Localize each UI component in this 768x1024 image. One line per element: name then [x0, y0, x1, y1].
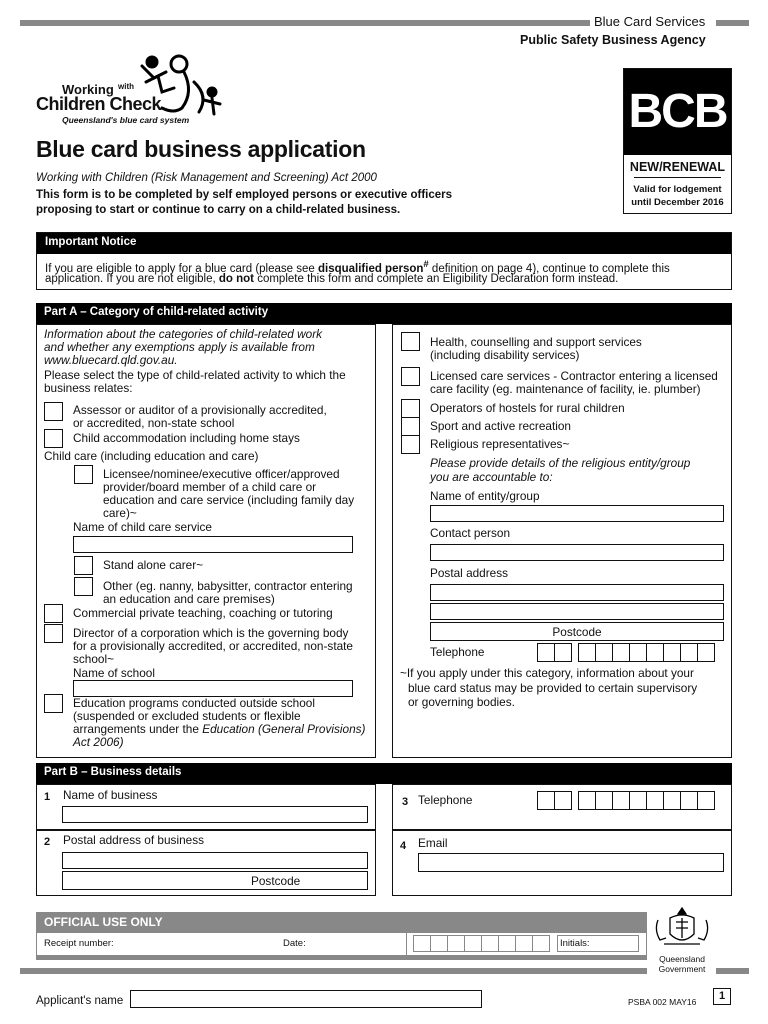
notice-sup: #: [423, 259, 429, 270]
supervisory-note3: or governing bodies.: [408, 695, 515, 709]
religious-postal-label: Postal address: [430, 566, 509, 580]
q3-number: 3: [402, 796, 409, 808]
licensee-label4: care)~: [103, 506, 137, 520]
accommodation-label: Child accommodation including home stays: [73, 431, 300, 445]
childcare-label: Child care (including education and care): [44, 449, 259, 463]
school-name-field[interactable]: [73, 680, 353, 697]
notice-heading: Important Notice: [37, 233, 731, 254]
religious-postcode-field[interactable]: [430, 622, 724, 641]
q2-number: 2: [44, 836, 51, 848]
education-label2: (suspended or excluded students or flexible: [73, 709, 301, 723]
valid-line2: until December 2016: [631, 197, 724, 208]
bottom-bar-right: [716, 968, 749, 974]
official-date-boxes[interactable]: [414, 935, 550, 952]
form-code-box: [623, 68, 732, 214]
date-label: Date:: [283, 938, 306, 949]
contact-label: Contact person: [430, 526, 511, 540]
education-label3b: Education (General Provisions): [202, 722, 366, 736]
qld-gov-logo: [650, 904, 714, 974]
wwcc-logo: [34, 52, 234, 128]
logo-working: Working: [62, 82, 114, 97]
commercial-checkbox[interactable]: [44, 604, 63, 623]
childcare-service-field[interactable]: [73, 536, 353, 553]
religious-telephone-label: Telephone: [430, 645, 485, 659]
intro-line1: This form is to be completed by self employed persons or executive officers: [36, 189, 453, 201]
top-bar-left: [20, 20, 590, 26]
director-label2: for a provisionally accredited, or accredited, non-state: [73, 639, 353, 653]
notice-line2: [45, 273, 618, 285]
partA-select1: Please select the type of child-related activity to which the: [44, 368, 346, 382]
health-label2: (including disability services): [430, 348, 580, 362]
business-postcode-label: Postcode: [251, 874, 301, 888]
notice-p1a: If you are eligible to apply for a blue card (please see: [45, 262, 318, 275]
email-label: Email: [418, 836, 448, 850]
education-label3a: arrangements under the: [73, 722, 203, 736]
applicant-name-field[interactable]: [130, 990, 482, 1008]
bottom-bar-left: [20, 968, 647, 974]
school-name-label: Name of school: [73, 666, 155, 680]
licensed-label1: Licensed care services - Contractor entering a licensed: [430, 369, 718, 383]
official-heading: OFFICIAL USE ONLY: [44, 915, 163, 929]
hostels-label: Operators of hostels for rural children: [430, 401, 625, 415]
agency-name: Public Safety Business Agency: [520, 33, 706, 47]
religious-label: Religious representatives~: [430, 437, 570, 451]
religious-checkbox[interactable]: [401, 435, 420, 454]
date-field-divider: [406, 932, 407, 956]
sport-checkbox[interactable]: [401, 417, 420, 436]
health-checkbox[interactable]: [401, 332, 420, 351]
partA-select2: business relates:: [44, 381, 133, 395]
other-label2: an education and care premises): [103, 592, 275, 606]
business-name-label: Name of business: [63, 788, 158, 802]
religious-postal-field2[interactable]: [430, 603, 724, 620]
religious-phone-area[interactable]: [538, 643, 572, 662]
director-label1: Director of a corporation which is the governing body: [73, 626, 349, 640]
logo-tagline: Queensland's blue card system: [62, 115, 190, 125]
notice-p2-bold: do not: [218, 273, 255, 285]
provide-details2: you are accountable to:: [430, 470, 553, 484]
entity-field[interactable]: [430, 505, 724, 522]
business-postal-field[interactable]: [62, 852, 368, 869]
education-label1: Education programs conducted outside school: [73, 696, 315, 710]
other-label1: Other (eg. nanny, babysitter, contractor entering: [103, 579, 353, 593]
form-type: NEW/RENEWAL: [629, 160, 726, 174]
licensed-label2: care facility (eg. maintenance of facility, ie. plumber): [430, 382, 701, 396]
assessor-checkbox[interactable]: [44, 402, 63, 421]
contact-field[interactable]: [430, 544, 724, 561]
childcare-service-label: Name of child care service: [73, 520, 212, 534]
notice-p2a: application. If you are not eligible,: [45, 273, 219, 285]
page-number: 1: [713, 988, 731, 1005]
business-telephone-label: Telephone: [418, 793, 473, 807]
standalone-checkbox[interactable]: [74, 556, 93, 575]
religious-phone-number[interactable]: [579, 643, 715, 662]
form-divider: [634, 177, 721, 178]
assessor-label2: or accredited, non-state school: [73, 416, 235, 430]
standalone-label: Stand alone carer~: [103, 558, 204, 572]
valid-line1: Valid for lodgement: [633, 184, 722, 195]
hostels-checkbox[interactable]: [401, 399, 420, 418]
initials-label: Initials:: [560, 938, 590, 949]
partA-heading: Part A – Category of child-related activity: [36, 303, 732, 324]
partA-info2: and whether any exemptions apply is available from: [44, 340, 315, 354]
business-name-field[interactable]: [62, 806, 368, 823]
email-field[interactable]: [418, 853, 724, 872]
partA-info1: Information about the categories of child-related work: [44, 327, 323, 341]
provide-details1: Please provide details of the religious entity/group: [430, 456, 691, 470]
education-checkbox[interactable]: [44, 694, 63, 713]
receipt-label: Receipt number:: [44, 938, 114, 949]
service-name: Blue Card Services: [594, 14, 706, 29]
applicant-name-label: Applicant's name: [36, 995, 124, 1007]
director-label3: school~: [73, 652, 114, 666]
business-postcode-field[interactable]: [62, 871, 368, 890]
partA-info3: www.bluecard.qld.gov.au.: [44, 353, 178, 367]
q4-number: 4: [400, 840, 407, 852]
qld-line2: Government: [658, 964, 706, 974]
form-code-footer: PSBA 002 MAY16: [628, 997, 697, 1007]
notice-p1-bold: disqualified person: [317, 262, 424, 275]
health-label1: Health, counselling and support services: [430, 335, 642, 349]
entity-label: Name of entity/group: [430, 489, 540, 503]
commercial-label: Commercial private teaching, coaching or tutoring: [73, 606, 333, 620]
sport-label: Sport and active recreation: [430, 419, 571, 433]
q1-number: 1: [44, 791, 51, 803]
qld-line1: Queensland: [659, 954, 705, 964]
licensed-care-checkbox[interactable]: [401, 367, 420, 386]
partB-heading: Part B – Business details: [36, 763, 732, 784]
notice-p1b: definition on page 4), continue to complete this: [428, 262, 670, 275]
director-checkbox[interactable]: [44, 624, 63, 643]
supervisory-note2: blue card status may be provided to certain supervisory: [408, 681, 698, 695]
licensee-label2: provider/board member of a child care or: [103, 480, 317, 494]
supervisory-note1: ~If you apply under this category, information about your: [400, 666, 694, 680]
page-title: Blue card business application: [36, 136, 366, 162]
intro-line2: proposing to start or continue to carry on a child-related business.: [36, 204, 401, 216]
accommodation-checkbox[interactable]: [44, 429, 63, 448]
subtitle: Working with Children (Risk Management and Screening) Act 2000: [36, 172, 377, 184]
qld-crest-icon: [650, 904, 714, 952]
other-checkbox[interactable]: [74, 577, 93, 596]
business-phone-area[interactable]: [538, 791, 572, 810]
business-postal-label: Postal address of business: [63, 833, 204, 847]
top-bar-right: [716, 20, 749, 26]
logo-children-check: Children Check: [36, 94, 162, 114]
licensee-checkbox[interactable]: [74, 465, 93, 484]
education-label4: Act 2006): [73, 735, 124, 749]
logo-with: with: [118, 82, 134, 91]
form-code: BCB: [624, 69, 731, 155]
religious-postal-field1[interactable]: [430, 584, 724, 601]
official-inner: [36, 932, 647, 956]
assessor-label1: Assessor or auditor of a provisionally accredited,: [73, 403, 327, 417]
religious-postcode-label: Postcode: [552, 625, 602, 639]
official-use-box: [36, 912, 647, 960]
important-notice: [36, 232, 732, 290]
notice-p2b: complete this form and complete an Eligibility Declaration form instead.: [254, 273, 619, 285]
licensee-label3: education and care service (including family day: [103, 493, 355, 507]
business-phone-number[interactable]: [579, 791, 715, 810]
licensee-label1: Licensee/nominee/executive officer/approved: [103, 467, 340, 481]
